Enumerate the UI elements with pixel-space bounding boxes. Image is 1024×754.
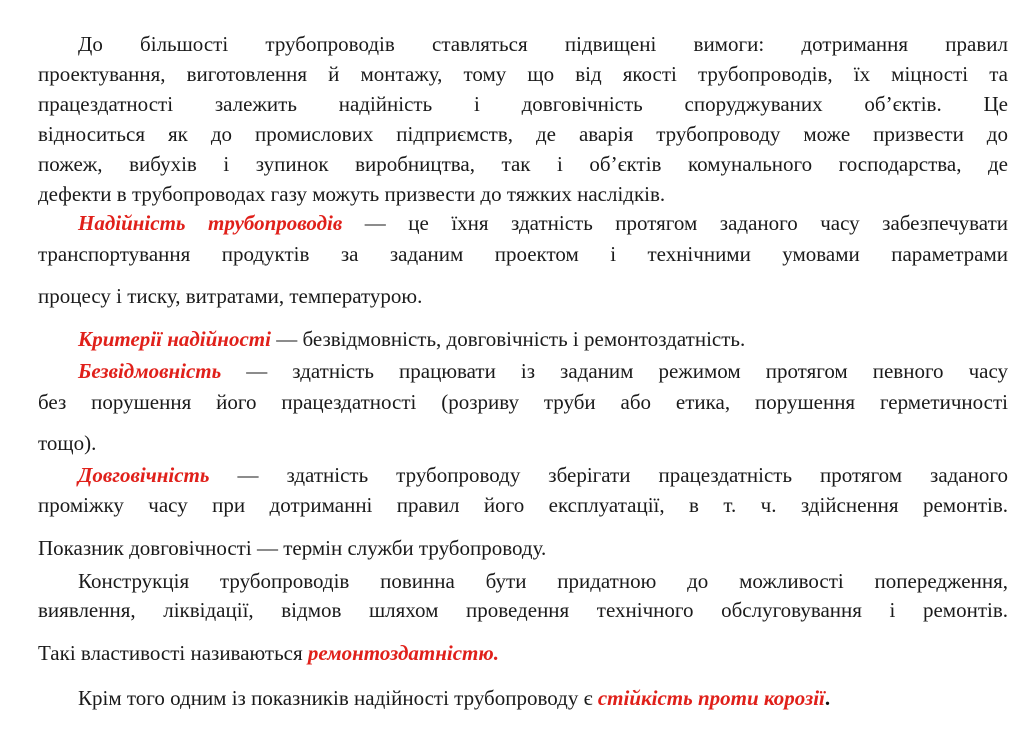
term-maintainability: ремонтоздатністю. (307, 641, 499, 665)
p1-line-6: дефекти в трубопроводах газу можуть призвести до тяжких наслідків. (38, 182, 666, 206)
p3-rest: — безвідмовність, довговічність і ремонтоздатність. (270, 327, 746, 351)
p7-pre: Крім того одним із показників надійності трубопроводу є (78, 686, 598, 710)
p6-line-3 (38, 641, 1008, 665)
p1-line-5: пожеж, вибухів і зупинок виробництва, так і об’єктів комунального господарства, де (38, 152, 1008, 176)
term-durability: Довговічність (78, 463, 210, 487)
p7-line-1 (38, 686, 1008, 710)
p6-line-3-pre: Такі властивості називаються (38, 641, 308, 665)
p1-line-2: проектування, виготовлення й монтажу, тому що від якості трубопроводів, їх міцності та (38, 62, 1008, 86)
p5-line-2: проміжку часу при дотриманні правил його експлуатації, в т. ч. здійснення ремонтів. (38, 493, 1008, 517)
p2-line-3: процесу і тиску, витратами, температурою. (38, 284, 423, 308)
p4-line-1 (38, 359, 1008, 383)
p3-line-1 (38, 327, 1008, 351)
term-corrosion-resistance: стійкість проти корозії (597, 686, 825, 710)
p6-line-2: виявлення, ліквідації, відмов шляхом проведення технічного обслуговування і ремонтів. (38, 598, 1008, 622)
p1-line-3: працездатності залежить надійність і довговічність споруджуваних об’єктів. Це (38, 92, 1008, 116)
p1-line-4: відноситься як до промислових підприємств, де аварія трубопроводу може призвести до (38, 122, 1008, 146)
p5-line-3: Показник довговічності — термін служби трубопроводу. (38, 536, 547, 560)
term-reliability: Надійність трубопроводів (78, 211, 343, 235)
p7-post: . (824, 686, 831, 710)
p5-line-1 (38, 463, 1008, 487)
term-reliability-criteria: Критерії надійності (78, 327, 271, 351)
term-failure-free: Безвідмовність (78, 359, 222, 383)
p1-line-1: До більшості трубопроводів ставляться підвищені вимоги: дотримання правил (78, 32, 1008, 56)
p5-line-1-rest: — здатність трубопроводу зберігати працездатність протягом заданого (209, 463, 1008, 487)
p2-line-1 (38, 211, 1008, 235)
p4-line-2: без порушення його працездатності (розриву труби або етика, порушення герметичності (38, 390, 1008, 414)
p2-line-1-rest: — це їхня здатність протягом заданого часу забезпечувати (342, 211, 1008, 235)
p4-line-1-rest: — здатність працювати із заданим режимом протягом певного часу (221, 359, 1008, 383)
p4-line-3: тощо). (38, 431, 97, 455)
p2-line-2: транспортування продуктів за заданим проектом і технічними умовами параметрами (38, 242, 1008, 266)
p6-line-1: Конструкція трубопроводів повинна бути придатною до можливості попередження, (78, 569, 1008, 593)
